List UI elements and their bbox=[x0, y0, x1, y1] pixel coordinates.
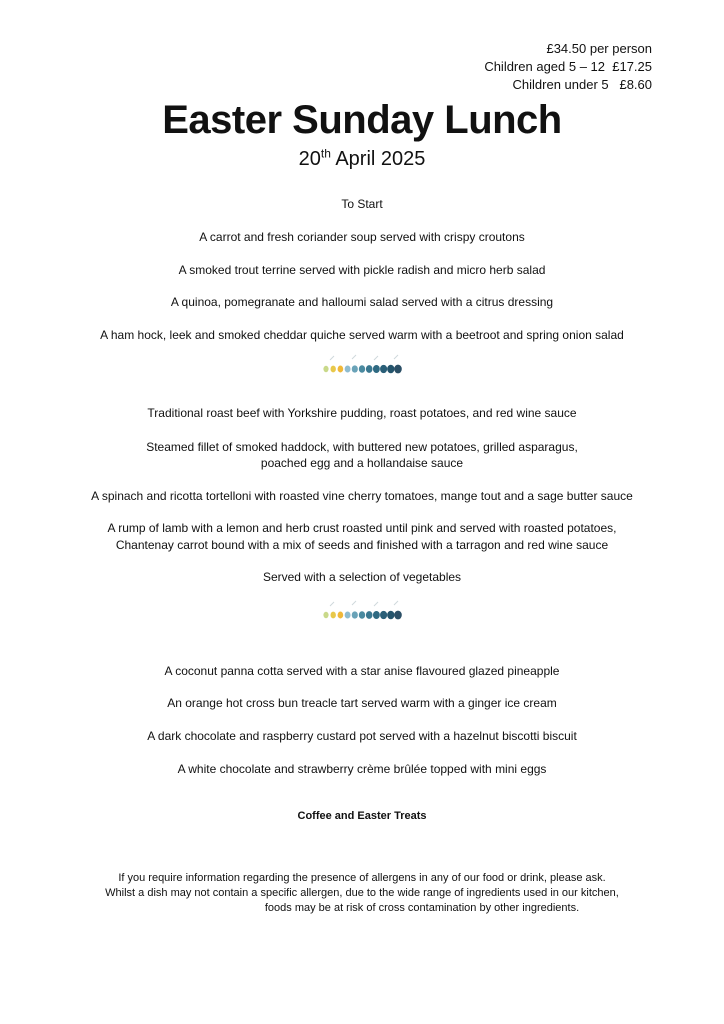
sparkle-mark bbox=[330, 602, 334, 606]
starter-item: A smoked trout terrine served with pickle radish and micro herb salad bbox=[178, 263, 546, 277]
main-item: A spinach and ricotta tortelloni with roasted vine cherry tomatoes, mange tout and a sage butter sauce bbox=[91, 489, 633, 503]
easter-egg-icon bbox=[380, 611, 387, 619]
sparkle-mark bbox=[374, 602, 378, 606]
easter-egg-icon bbox=[380, 365, 387, 373]
easter-egg-icon bbox=[387, 365, 394, 374]
main-item: A rump of lamb with a lemon and herb crust roasted until pink and served with roasted potatoes, bbox=[107, 521, 617, 535]
easter-egg-icon bbox=[373, 611, 380, 619]
main-item-continued: Chantenay carrot bound with a mix of seeds and finished with a tarragon and red wine sauce bbox=[115, 538, 609, 552]
main-item: Steamed fillet of smoked haddock, with buttered new potatoes, grilled asparagus, bbox=[146, 440, 578, 454]
starter-item: A ham hock, leek and smoked cheddar quiche served warm with a beetroot and spring onion salad bbox=[100, 328, 624, 342]
main-item-continued: poached egg and a hollandaise sauce bbox=[260, 456, 464, 470]
starter-item: A quinoa, pomegranate and halloumi salad served with a citrus dressing bbox=[170, 295, 554, 309]
easter-egg-icon bbox=[366, 365, 373, 373]
sparkle-mark bbox=[374, 356, 378, 360]
allergen-notice-line: If you require information regarding the presence of allergens in any of our food or drink, please ask. bbox=[118, 872, 606, 884]
price-list bbox=[484, 40, 652, 94]
easter-egg-icon bbox=[359, 611, 365, 619]
easter-egg-icon bbox=[338, 366, 344, 373]
price-children-under-5: Children under 5 £8.60 bbox=[512, 77, 652, 92]
sparkle-mark bbox=[330, 356, 334, 360]
starters-heading: To Start bbox=[341, 197, 383, 211]
easter-egg-icon bbox=[366, 611, 373, 619]
easter-egg-icon bbox=[323, 366, 328, 372]
mains-note: Served with a selection of vegetables bbox=[262, 570, 462, 584]
menu-date bbox=[0, 148, 724, 171]
easter-egg-icon bbox=[345, 365, 351, 372]
starter-item: A carrot and fresh coriander soup served with crispy croutons bbox=[199, 230, 525, 244]
date-suffix: th bbox=[320, 146, 331, 161]
easter-egg-icon bbox=[352, 611, 358, 618]
easter-egg-icon bbox=[345, 611, 351, 618]
easter-egg-icon bbox=[330, 612, 335, 619]
allergen-notice-line: Whilst a dish may not contain a specific allergen, due to the wide range of ingredients used in our kitchen, bbox=[105, 887, 619, 899]
easter-egg-icon bbox=[394, 611, 402, 620]
sparkle-mark bbox=[394, 355, 398, 359]
sparkle-mark bbox=[352, 601, 356, 605]
sparkle-mark bbox=[352, 355, 356, 359]
sparkle-mark bbox=[394, 601, 398, 605]
easter-egg-icon bbox=[394, 365, 402, 374]
dessert-item: A coconut panna cotta served with a star anise flavoured glazed pineapple bbox=[164, 664, 560, 678]
easter-egg-icon bbox=[330, 366, 335, 373]
dessert-item: An orange hot cross bun treacle tart served warm with a ginger ice cream bbox=[167, 696, 557, 710]
easter-egg-icon bbox=[373, 365, 380, 373]
main-item: Traditional roast beef with Yorkshire pudding, roast potatoes, and red wine sauce bbox=[147, 406, 577, 420]
easter-eggs-divider-icon bbox=[312, 352, 412, 382]
easter-eggs-divider-icon bbox=[312, 598, 412, 628]
dessert-item: A white chocolate and strawberry crème brûlée topped with mini eggs bbox=[177, 762, 547, 776]
dessert-item: A dark chocolate and raspberry custard pot served with a hazelnut biscotti biscuit bbox=[147, 729, 577, 743]
date-day: 20 bbox=[298, 148, 321, 170]
easter-egg-icon bbox=[323, 612, 328, 618]
closing-line: Coffee and Easter Treats bbox=[297, 810, 427, 822]
allergen-notice-line: foods may be at risk of cross contamination by other ingredients. bbox=[264, 902, 580, 914]
price-adult: £34.50 per person bbox=[546, 41, 652, 56]
menu-title: Easter Sunday Lunch bbox=[162, 98, 562, 142]
easter-egg-icon bbox=[338, 612, 344, 619]
easter-egg-icon bbox=[359, 365, 365, 373]
price-children-5-12: Children aged 5 – 12 £17.25 bbox=[484, 59, 652, 74]
easter-egg-icon bbox=[352, 365, 358, 372]
date-rest: April 2025 bbox=[330, 148, 426, 170]
easter-egg-icon bbox=[387, 611, 394, 620]
